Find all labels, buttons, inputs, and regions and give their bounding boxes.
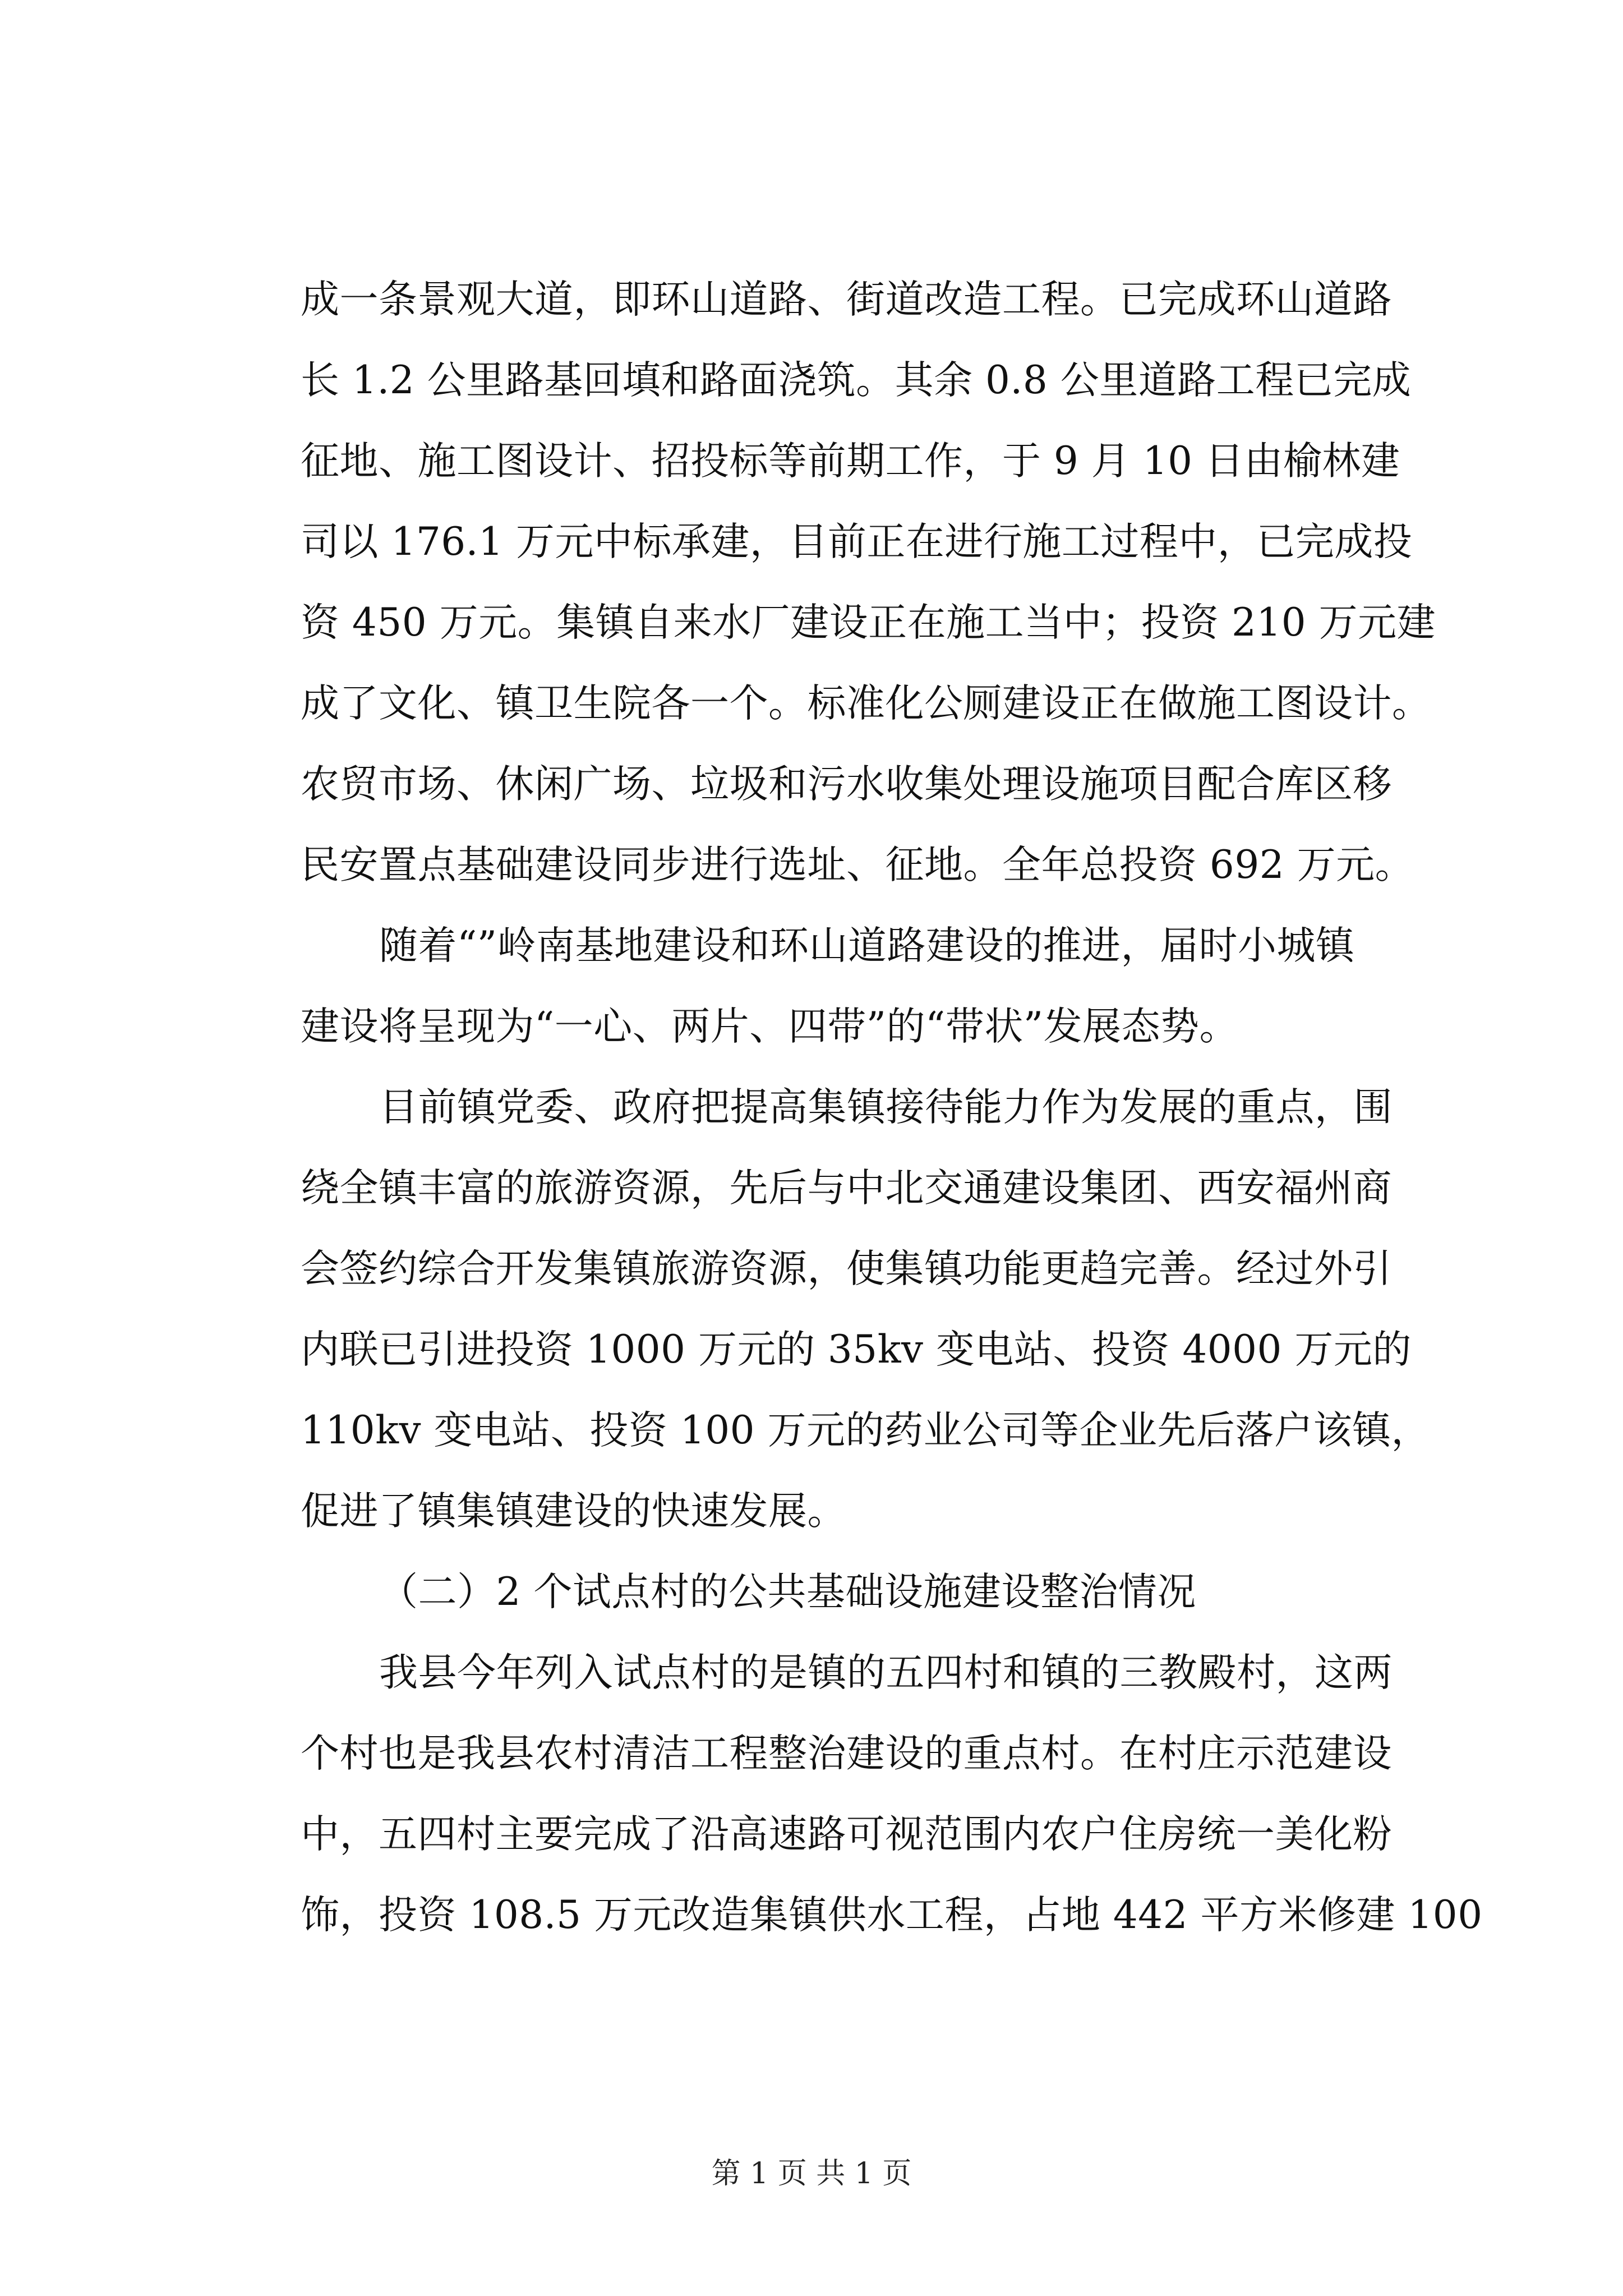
text-line: 会签约综合开发集镇旅游资源，使集镇功能更趋完善。经过外引 — [301, 1246, 1392, 1291]
section-heading: （二）2 个试点村的公共基础设施建设整治情况 — [379, 1570, 1196, 1614]
text-line: 绕全镇丰富的旅游资源，先后与中北交通建设集团、西安福州商 — [301, 1166, 1392, 1211]
paragraph-first-line: 目前镇党委、政府把提高集镇接待能力作为发展的重点，围 — [379, 1085, 1393, 1130]
text-line: 成了文化、镇卫生院各一个。标准化公厕建设正在做施工图设计。 — [301, 681, 1431, 726]
text-line: 司以 176.1 万元中标承建，目前正在进行施工过程中，已完成投 — [301, 519, 1413, 564]
paragraph-first-line: 我县今年列入试点村的是镇的五四村和镇的三教殿村，这两 — [379, 1650, 1393, 1695]
text-line: 民安置点基础建设同步进行选址、征地。全年总投资 692 万元。 — [301, 843, 1414, 887]
text-line: 内联已引进投资 1000 万元的 35kv 变电站、投资 4000 万元的 — [301, 1327, 1412, 1372]
text-line: 促进了镇集镇建设的快速发展。 — [301, 1489, 846, 1534]
paragraph-first-line: 随着“”岭南基地建设和环山道路建设的推进，届时小城镇 — [379, 923, 1355, 968]
text-line: 饰，投资 108.5 万元改造集镇供水工程，占地 442 平方米修建 100 — [301, 1893, 1483, 1938]
text-line: 个村也是我县农村清洁工程整治建设的重点村。在村庄示范建设 — [301, 1731, 1392, 1776]
text-line: 建设将呈现为“一心、两片、四带”的“带状”发展态势。 — [301, 1004, 1239, 1049]
text-line: 资 450 万元。集镇自来水厂建设正在施工当中；投资 210 万元建 — [301, 600, 1436, 645]
text-line: 征地、施工图设计、招投标等前期工作，于 9 月 10 日由榆林建 — [301, 439, 1400, 484]
page-footer: 第 1 页 共 1 页 — [711, 2157, 912, 2191]
text-line: 110kv 变电站、投资 100 万元的药业公司等企业先后落户该镇， — [301, 1408, 1430, 1453]
text-line: 成一条景观大道，即环山道路、街道改造工程。已完成环山道路 — [301, 277, 1392, 322]
text-line: 农贸市场、休闲广场、垃圾和污水收集处理设施项目配合库区移 — [301, 762, 1392, 807]
text-line: 中，五四村主要完成了沿高速路可视范围内农户住房统一美化粉 — [301, 1812, 1392, 1857]
text-line: 长 1.2 公里路基回填和路面浇筑。其余 0.8 公里道路工程已完成 — [301, 358, 1412, 403]
body-text — [301, 259, 1483, 1955]
